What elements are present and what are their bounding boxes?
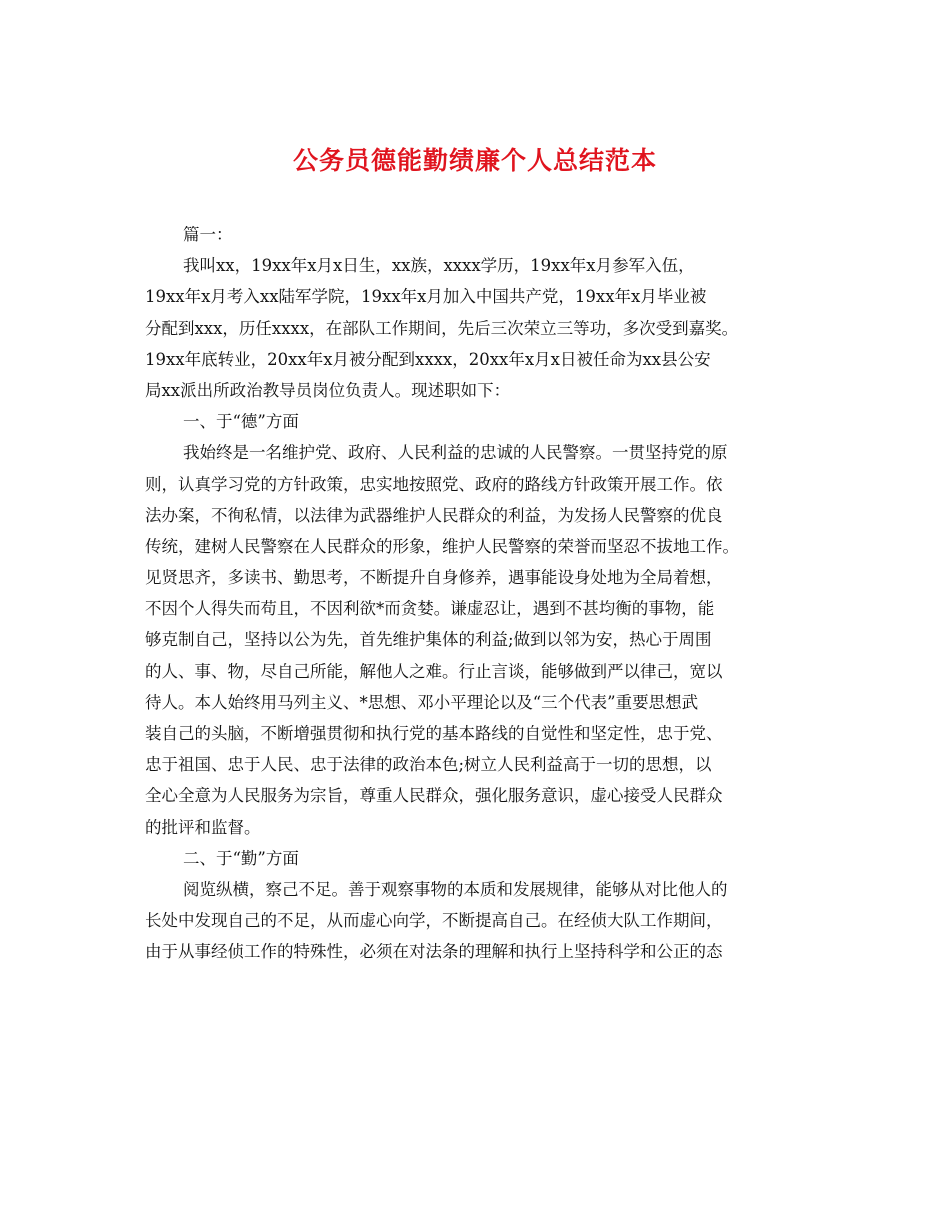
text-line: 忠于祖国、忠于人民、忠于法律的政治本色;树立人民利益高于一切的思想，以: [145, 755, 712, 775]
text-line: 的人、事、物，尽自己所能，解他人之难。行止言谈，能够做到严以律己，宽以: [145, 661, 723, 681]
document-body: [145, 219, 810, 968]
text-line: 局xx派出所政治教导员岗位负责人。现述职如下：: [145, 380, 511, 400]
text-line: 由于从事经侦工作的特殊性，必须在对法条的理解和执行上坚持科学和公正的态: [145, 942, 723, 962]
text-line: 待人。本人始终用马列主义、*思想、邓小平理论以及“三个代表”重要思想武: [145, 692, 699, 712]
document-title: 公务员德能勤绩廉个人总结范本: [292, 146, 657, 175]
text-line: 二、于“勤”方面: [183, 848, 299, 868]
text-line: 篇一：: [183, 225, 233, 244]
text-line: 长处中发现自己的不足，从而虚心向学，不断提高自己。在经侦大队工作期间，: [145, 911, 723, 931]
text-line: 19xx年底转业，20xx年x月被分配到xxxx，20xx年x月x日被任命为xx县公安: [145, 349, 711, 369]
text-line: 见贤思齐，多读书、勤思考，不断提升自身修养，遇事能设身处地为全局着想，: [145, 568, 723, 588]
text-line: 法办案，不徇私情，以法律为武器维护人民群众的利益，为发扬人民警察的优良: [145, 505, 723, 525]
text-line: 装自己的头脑，不断增强贯彻和执行党的基本路线的自觉性和坚定性，忠于党、: [145, 724, 723, 743]
text-line: 我叫xx，19xx年x月x日生，xx族，xxxx学历，19xx年x月参军入伍，: [183, 256, 695, 276]
text-line: 传统，建树人民警察在人民群众的形象，维护人民警察的荣誉而坚忍不拔地工作。: [145, 536, 739, 556]
text-line: 不因个人得失而苟且，不因利欲*而贪婪。谦虚忍让，遇到不甚均衡的事物，能: [145, 599, 715, 619]
text-line: 我始终是一名维护党、政府、人民利益的忠诚的人民警察。一贯坚持党的原: [183, 443, 728, 463]
text-line: 全心全意为人民服务为宗旨，尊重人民群众，强化服务意识，虚心接受人民群众: [145, 786, 723, 806]
text-line: 一、于“德”方面: [183, 412, 299, 432]
text-line: 阅览纵横，察己不足。善于观察事物的本质和发展规律，能够从对比他人的: [183, 879, 728, 899]
text-line: 19xx年x月考入xx陆军学院，19xx年x月加入中国共产党，19xx年x月毕业被: [145, 287, 707, 307]
text-line: 够克制自己，坚持以公为先，首先维护集体的利益;做到以邻为安，热心于周围: [145, 630, 712, 650]
text-line: 则，认真学习党的方针政策，忠实地按照党、政府的路线方针政策开展工作。依: [145, 474, 723, 494]
text-line: 分配到xxx，历任xxxx，在部队工作期间，先后三次荣立三等功，多次受到嘉奖。: [145, 318, 739, 338]
text-line: 的批评和监督。: [145, 817, 261, 837]
